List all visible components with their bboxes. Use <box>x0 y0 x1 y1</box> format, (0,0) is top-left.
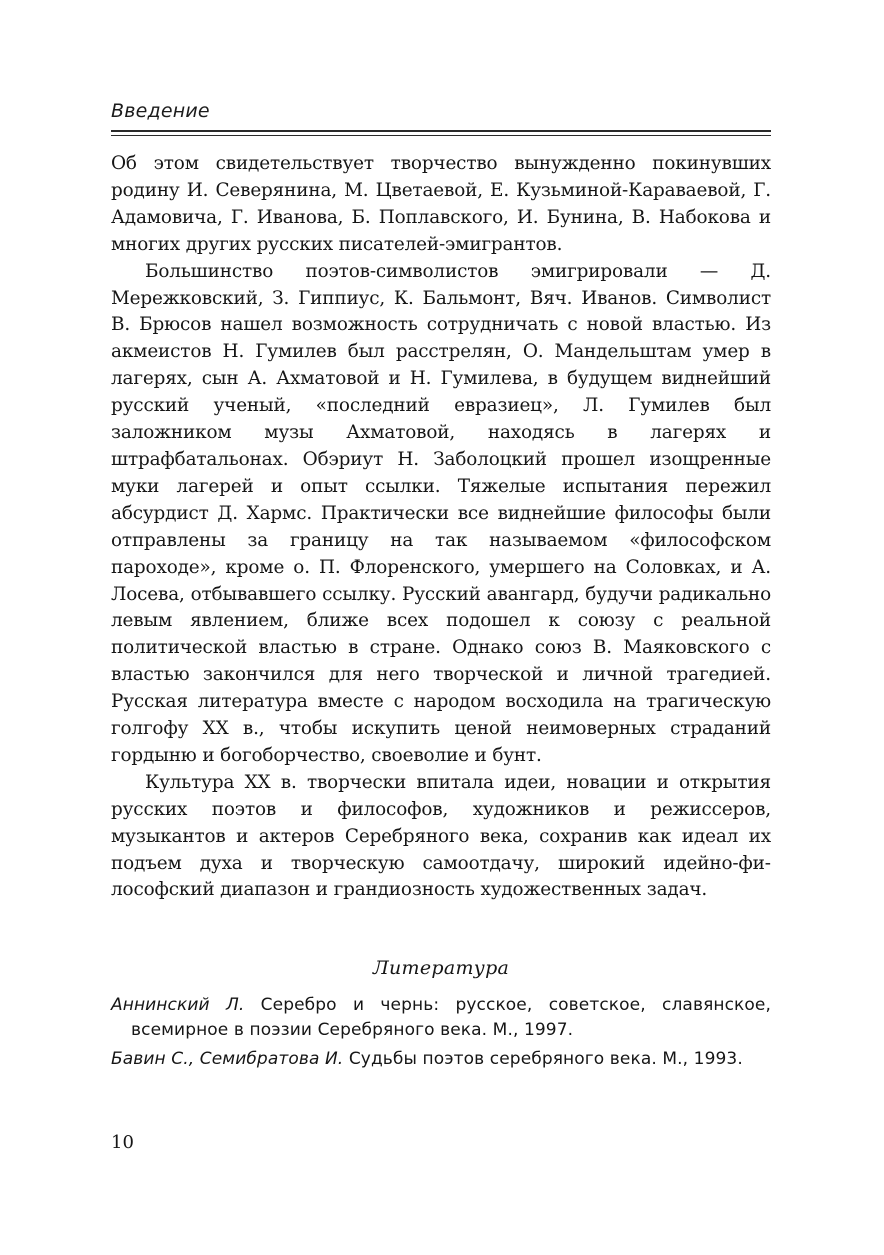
literature-heading: Литература <box>372 957 510 979</box>
paragraph-1: Об этом свидетельствует творчество вынужденно покинувших родину И. Северянина, М. Цветаевой, Е. Кузьминой-Караваевой, Г. Адамовича, Г. Иванова, Б. Поплавского, И. Бунина, В. Набокова и многих других русских писателей-эмигрантов. <box>111 153 771 255</box>
running-head-title: Введение <box>111 100 210 122</box>
reference-item-1 <box>111 993 771 1042</box>
reference-text: Судьбы поэтов серебряного века. М., 1993. <box>343 1049 743 1069</box>
reference-item-2 <box>111 1047 771 1072</box>
main-text <box>111 151 771 904</box>
reference-text: Серебро и чернь: русское, советское, славянское, всемирное в поэзии Серебряного века. М., 1997. <box>131 995 771 1040</box>
header-rule-thin <box>111 135 771 136</box>
paragraph-3: Культура XX в. творчески впитала идеи, новации и открытия русских поэтов и философов, художников и режиссеров, музыкантов и актеров Серебряного века, сохранив как идеал их подъем духа и творческую самоотдачу, широкий идейно-философский диапазон и грандиозность художественных задач. <box>111 771 771 901</box>
reference-author: Бавин С., Семибратова И. <box>111 1049 344 1069</box>
reference-author: Аннинский Л. <box>111 995 245 1015</box>
page-number: 10 <box>111 1132 134 1153</box>
reference-list <box>111 993 771 1077</box>
header-rule-thick <box>111 130 771 132</box>
paragraph-2: Большинство поэтов-символистов эмигрировали — Д. Мережковский, З. Гиппиус, К. Бальмонт, Вяч. Иванов. Символист В. Брюсов нашел возможность сотрудничать с новой властью. Из акмеистов Н. Гумилев был расстрелян, О. Мандельштам умер в лагерях, сын А. Ахматовой и Н. Гумилева, в будущем виднейший русский ученый, «последний евразиец», Л. Гумилев был заложником музы Ахматовой, находясь в лагерях и штрафбатальонах. Обэриут Н. Заболоцкий прошел изощренные муки лагерей и опыт ссылки. Тяжелые испытания пережил абсурдист Д. Хармс. Практически все виднейшие философы были отправлены за границу на так называемом «философском пароходе», кроме о. П. Флоренского, умершего на Соловках, и А. Лосева, отбывавшего ссылку. Русский авангард, будучи радикально левым явлением, ближе всех подошел к союзу с реальной политической властью в стране. Однако союз В. Маяковского с властью закончился для него творческой и личной трагедией. Русская литература вместе с народом восходила на трагическую голгофу XX в., чтобы искупить ценой неимоверных страданий гордыню и богоборчество, своеволие и бунт. <box>111 260 771 766</box>
